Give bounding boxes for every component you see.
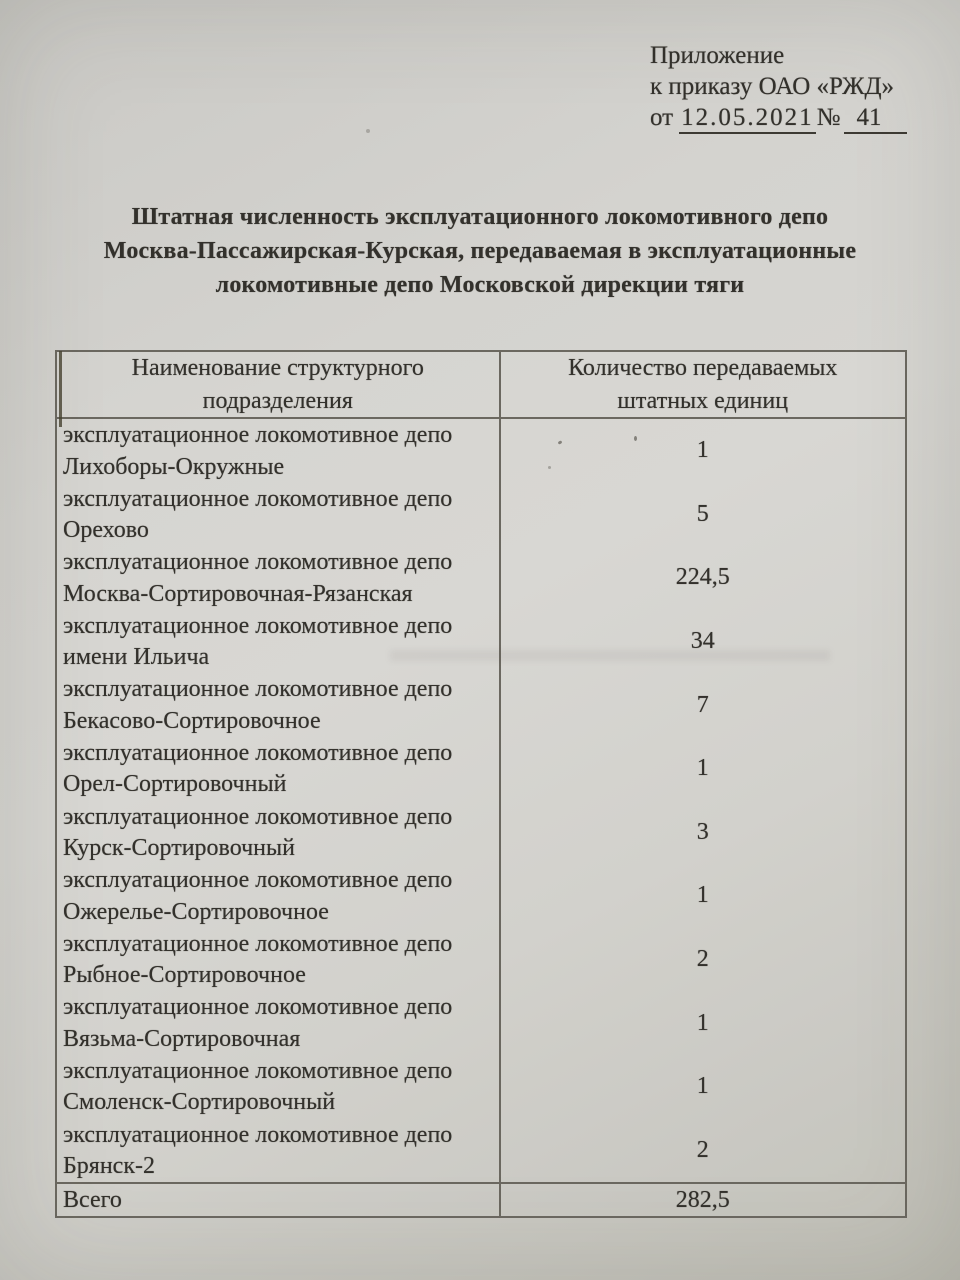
depot-name-line1: эксплуатационное локомотивное депо bbox=[63, 422, 453, 448]
depot-name-line2: Рыбное-Сортировочное bbox=[63, 962, 306, 989]
staff-count-cell bbox=[501, 483, 906, 547]
depot-name-line2: Бекасово-Сортировочное bbox=[63, 707, 321, 734]
staff-count-cell bbox=[501, 546, 906, 610]
depot-name-line1: эксплуатационное локомотивное депо bbox=[63, 485, 453, 512]
staff-count-value: 2 bbox=[696, 1136, 709, 1163]
staff-count-value: 1 bbox=[696, 437, 709, 464]
depot-name-line1: эксплуатационное локомотивное депо bbox=[63, 1057, 453, 1084]
table-row bbox=[57, 864, 905, 928]
staff-count-value: 7 bbox=[696, 691, 709, 718]
depot-name-line2: Курск-Сортировочный bbox=[63, 835, 295, 862]
column-header-name: Наименование структурного подразделения bbox=[57, 352, 501, 417]
appendix-header bbox=[650, 40, 907, 133]
staff-count-cell bbox=[501, 673, 906, 737]
total-label: Всего bbox=[57, 1184, 501, 1216]
table-row bbox=[57, 801, 905, 865]
staff-count-cell bbox=[501, 864, 906, 928]
table-header-row bbox=[57, 352, 905, 419]
table-row bbox=[57, 610, 905, 674]
order-number: 41 bbox=[844, 104, 907, 134]
staff-count-value: 1 bbox=[696, 1009, 709, 1036]
from-label: от bbox=[650, 104, 674, 131]
table-row bbox=[57, 419, 905, 483]
depot-name-cell bbox=[57, 864, 501, 928]
table-row bbox=[57, 1119, 905, 1183]
table-total-row bbox=[57, 1182, 905, 1216]
appendix-line3 bbox=[650, 102, 907, 133]
depot-name-line2: Смоленск-Сортировочный bbox=[63, 1089, 336, 1116]
depot-name-line1: эксплуатационное локомотивное депо bbox=[63, 549, 453, 576]
depot-name-line2: Вязьма-Сортировочная bbox=[63, 1025, 301, 1052]
depot-name-line1: эксплуатационное локомотивное депо bbox=[63, 612, 453, 639]
total-value: 282,5 bbox=[675, 1186, 730, 1213]
depot-name-line2: Лихоборы-Окружные bbox=[63, 453, 285, 480]
scan-artifact bbox=[548, 466, 551, 469]
staff-count-value: 3 bbox=[696, 818, 709, 845]
depot-name-cell bbox=[57, 991, 501, 1055]
depot-name-cell bbox=[57, 801, 501, 865]
depot-name-cell bbox=[57, 673, 501, 737]
table-row bbox=[57, 737, 905, 801]
scan-artifact bbox=[366, 129, 370, 133]
staff-count-value: 2 bbox=[696, 946, 709, 973]
depot-name-line1: эксплуатационное локомотивное депо bbox=[63, 676, 453, 703]
depot-name-line1: эксплуатационное локомотивное депо bbox=[63, 994, 453, 1021]
table-row bbox=[57, 991, 905, 1055]
scan-artifact bbox=[390, 650, 830, 661]
depot-name-line1: эксплуатационное локомотивное депо bbox=[63, 930, 453, 957]
appendix-line2: к приказу ОАО «РЖД» bbox=[650, 73, 895, 100]
staff-count-cell bbox=[501, 419, 906, 483]
depot-name-line1: эксплуатационное локомотивное депо bbox=[63, 1121, 453, 1148]
staff-count-value: 1 bbox=[696, 755, 709, 782]
depot-name-line2: Брянск-2 bbox=[63, 1153, 155, 1180]
staff-table bbox=[55, 350, 907, 1218]
depot-name-line2: Орехово bbox=[63, 517, 149, 544]
title-line3: локомотивные депо Московской дирекции тяги bbox=[215, 272, 745, 298]
staff-count-value: 5 bbox=[696, 500, 709, 527]
depot-name-cell bbox=[57, 928, 501, 992]
staff-count-cell bbox=[501, 991, 906, 1055]
column-header-count: Количество передаваемых штатных единиц bbox=[568, 354, 838, 414]
depot-name-cell bbox=[57, 1055, 501, 1119]
depot-name-cell bbox=[57, 610, 501, 674]
order-date: 12.05.2021 bbox=[679, 104, 816, 134]
depot-name-line2: имени Ильича bbox=[63, 644, 210, 671]
scan-artifact bbox=[634, 436, 637, 441]
staff-count-value: 1 bbox=[696, 1073, 709, 1100]
staff-count-value: 34 bbox=[690, 628, 715, 655]
appendix-line1: Приложение bbox=[650, 42, 785, 69]
depot-name-line2: Ожерелье-Сортировочное bbox=[63, 898, 329, 925]
staff-count-cell bbox=[501, 928, 906, 992]
staff-count-cell bbox=[501, 610, 906, 674]
staff-count-value: 224,5 bbox=[675, 564, 730, 591]
table-row bbox=[57, 928, 905, 992]
table-row bbox=[57, 673, 905, 737]
document-title bbox=[60, 200, 900, 302]
table-row bbox=[57, 483, 905, 547]
staff-count-cell bbox=[501, 1119, 906, 1183]
staff-count-cell bbox=[501, 1055, 906, 1119]
depot-name-cell bbox=[57, 737, 501, 801]
depot-name-line2: Орел-Сортировочный bbox=[63, 771, 287, 798]
staff-count-value: 1 bbox=[696, 882, 709, 909]
table-row bbox=[57, 1055, 905, 1119]
depot-name-cell bbox=[57, 419, 501, 483]
depot-name-line1: эксплуатационное локомотивное депо bbox=[63, 867, 453, 894]
depot-name-line2: Москва-Сортировочная-Рязанская bbox=[63, 580, 413, 607]
title-line1: Штатная численность эксплуатационного локомотивного депо bbox=[131, 204, 829, 230]
staff-count-cell bbox=[501, 737, 906, 801]
staff-count-cell bbox=[501, 801, 906, 865]
table-body bbox=[57, 419, 905, 1182]
depot-name-cell bbox=[57, 1119, 501, 1183]
number-sign: № bbox=[816, 104, 841, 131]
depot-name-cell bbox=[57, 483, 501, 547]
title-line2: Москва-Пассажирская-Курская, передаваемая в эксплуатационные bbox=[103, 238, 857, 264]
table-row bbox=[57, 546, 905, 610]
depot-name-cell bbox=[57, 546, 501, 610]
depot-name-line1: эксплуатационное локомотивное депо bbox=[63, 803, 453, 830]
depot-name-line1: эксплуатационное локомотивное депо bbox=[63, 739, 453, 766]
